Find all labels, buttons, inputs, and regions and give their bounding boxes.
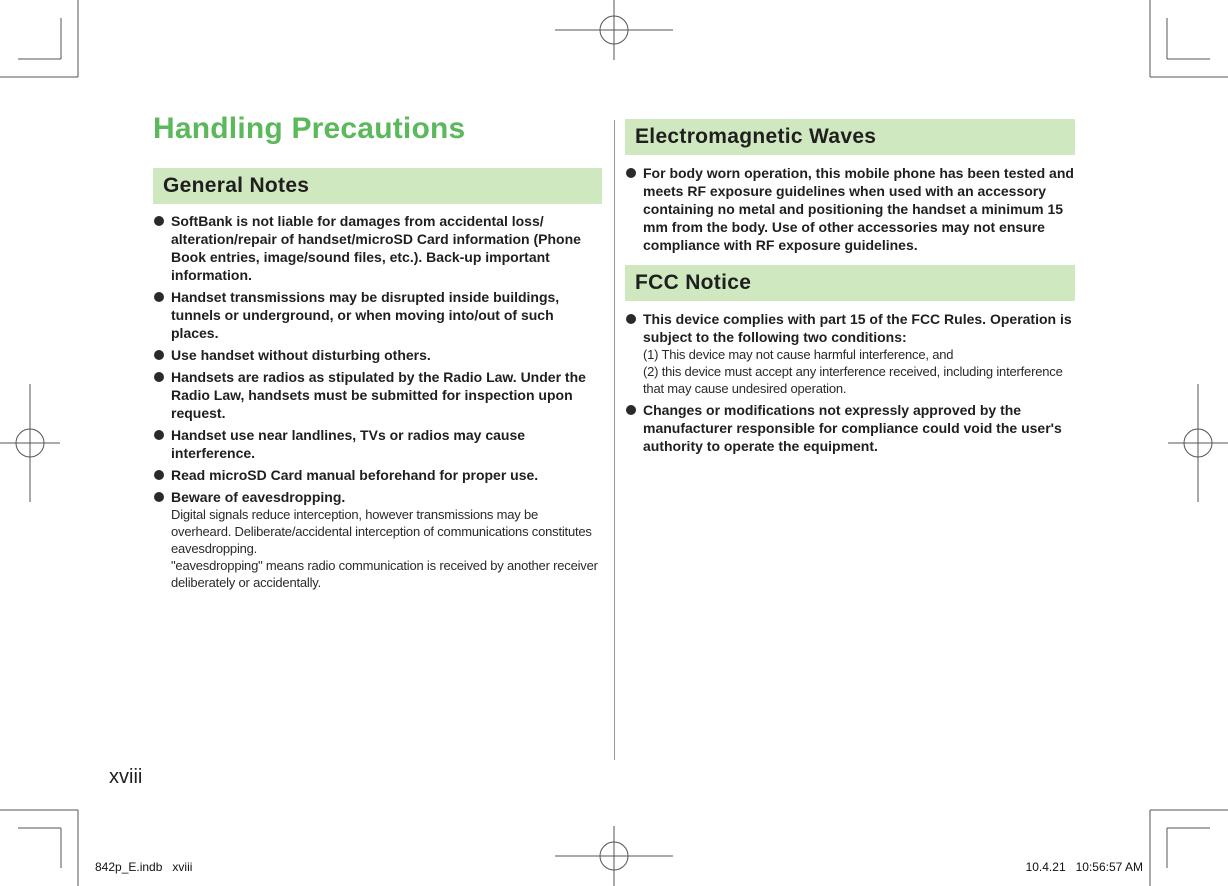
- page-number: xviii: [109, 766, 143, 788]
- electromagnetic-waves-list: [625, 164, 1077, 258]
- list-item: This device complies with part 15 of the FCC Rules. Operation is subject to the following two conditions: (1) This device may not cause harmful interference, and (2) this device must accept any interference received, including interference that may cause undesired operation.: [625, 310, 1077, 397]
- fcc-notice-heading: FCC Notice: [625, 265, 1075, 301]
- list-item: Use handset without disturbing others.: [153, 346, 598, 364]
- bullet-icon: [154, 492, 164, 502]
- bullet-icon: [626, 314, 636, 324]
- list-item-detail: "eavesdropping" means radio communication is received by another receiver deliberately or accidentally.: [171, 558, 598, 590]
- bullet-icon: [154, 350, 164, 360]
- list-item: Changes or modifications not expressly approved by the manufacturer responsible for compliance could void the user's authority to operate the equipment.: [625, 401, 1077, 455]
- list-item: For body worn operation, this mobile phone has been tested and meets RF exposure guidelines when used with an accessory containing no metal and positioning the handset a minimum 15 mm from the body. Use of other accessories may not ensure compliance with RF exposure guidelines.: [625, 164, 1077, 254]
- list-item-detail: (1) This device may not cause harmful interference, and: [643, 347, 954, 362]
- list-item: Read microSD Card manual beforehand for proper use.: [153, 466, 598, 484]
- column-divider: [614, 120, 615, 760]
- bullet-icon: [154, 430, 164, 440]
- list-item-detail: Digital signals reduce interception, however transmissions may be overheard. Deliberate/accidental interception of communications constitutes eavesdropping.: [171, 507, 592, 556]
- list-item: Beware of eavesdropping. Digital signals reduce interception, however transmissions may be overheard. Deliberate/accidental interception of communications constitutes eavesdropping. "eavesdropping" means radio communication is received by another receiver deliberately or accidentally.: [153, 488, 598, 591]
- page-title: Handling Precautions: [153, 112, 466, 145]
- bullet-icon: [154, 216, 164, 226]
- electromagnetic-waves-heading: Electromagnetic Waves: [625, 119, 1075, 155]
- list-item: Handsets are radios as stipulated by the Radio Law. Under the Radio Law, handsets must be submitted for inspection upon request.: [153, 368, 598, 422]
- slug-file: 842p_E.indb xviii: [95, 860, 193, 874]
- bullet-icon: [154, 470, 164, 480]
- general-notes-list: [153, 212, 598, 595]
- bullet-icon: [154, 292, 164, 302]
- bullet-icon: [154, 372, 164, 382]
- list-item: Handset transmissions may be disrupted inside buildings, tunnels or underground, or when moving into/out of such places.: [153, 288, 598, 342]
- list-item-detail: (2) this device must accept any interference received, including interference that may cause undesired operation.: [643, 364, 1063, 396]
- list-item: SoftBank is not liable for damages from accidental loss/ alteration/repair of handset/microSD Card information (Phone Book entries, image/sound files, etc.). Back-up important information.: [153, 212, 598, 284]
- bullet-icon: [626, 405, 636, 415]
- slug-timestamp: 10.4.21 10:56:57 AM: [1025, 860, 1143, 874]
- general-notes-heading: General Notes: [153, 168, 602, 204]
- fcc-notice-list: [625, 310, 1077, 459]
- bullet-icon: [626, 168, 636, 178]
- list-item: Handset use near landlines, TVs or radios may cause interference.: [153, 426, 598, 462]
